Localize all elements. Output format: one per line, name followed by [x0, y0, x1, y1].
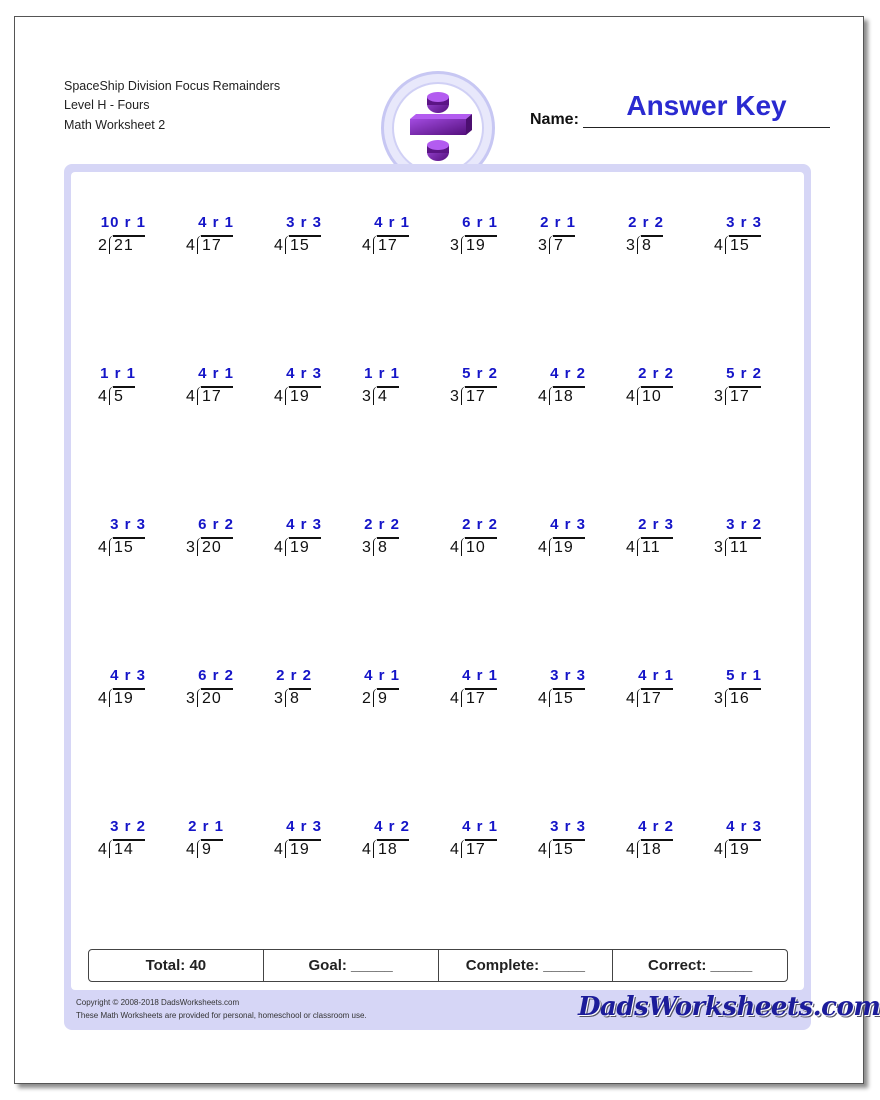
divisor: 4 — [538, 690, 547, 707]
answer: 3 r 3 — [726, 214, 762, 231]
dividend: 8 — [642, 237, 652, 254]
dividend: 7 — [554, 237, 564, 254]
division-problem — [98, 214, 152, 264]
divisor: 3 — [714, 539, 723, 556]
worksheet-level: Level H - Fours — [64, 98, 150, 112]
divisor: 4 — [98, 388, 107, 405]
divisor: 4 — [186, 841, 195, 858]
answer: 4 r 1 — [198, 214, 234, 231]
divisor: 4 — [186, 388, 195, 405]
division-problem — [274, 818, 328, 868]
answer: 4 r 1 — [364, 667, 400, 684]
answer: 2 r 2 — [638, 365, 674, 382]
name-label: Name: — [530, 111, 579, 128]
dividend: 17 — [378, 237, 398, 254]
division-problem — [186, 667, 240, 717]
division-symbol-icon — [392, 82, 484, 174]
dividend: 15 — [114, 539, 134, 556]
division-problem — [98, 516, 152, 566]
answer: 5 r 2 — [462, 365, 498, 382]
division-problem — [538, 667, 592, 717]
division-problem — [450, 214, 504, 264]
dividend: 17 — [466, 841, 486, 858]
answer: 5 r 1 — [726, 667, 762, 684]
brand-logo: DadsWorksheets.com — [578, 992, 880, 1022]
division-problem — [274, 667, 318, 717]
dividend: 19 — [730, 841, 750, 858]
division-problem — [274, 365, 328, 415]
divisor: 4 — [98, 539, 107, 556]
answer: 2 r 2 — [628, 214, 664, 231]
dividend: 15 — [730, 237, 750, 254]
answer: 4 r 1 — [374, 214, 410, 231]
answer: 1 r 1 — [364, 365, 400, 382]
score-bar — [88, 949, 788, 982]
answer: 2 r 1 — [188, 818, 224, 835]
dividend: 9 — [378, 690, 388, 707]
answer: 4 r 1 — [198, 365, 234, 382]
answer: 1 r 1 — [100, 365, 136, 382]
dividend: 19 — [114, 690, 134, 707]
dividend: 19 — [290, 539, 310, 556]
answer: 3 r 3 — [550, 818, 586, 835]
division-problem — [714, 818, 768, 868]
division-problem — [362, 667, 406, 717]
division-problem — [186, 818, 230, 868]
dividend: 9 — [202, 841, 212, 858]
division-problem — [186, 365, 240, 415]
answer: 3 r 3 — [110, 516, 146, 533]
answer: 4 r 2 — [374, 818, 410, 835]
division-problem — [538, 516, 592, 566]
dividend: 15 — [554, 841, 574, 858]
divisor: 4 — [626, 539, 635, 556]
worksheet-number: Math Worksheet 2 — [64, 118, 166, 132]
division-problem — [362, 214, 416, 264]
division-problem — [98, 365, 142, 415]
dividend: 16 — [730, 690, 750, 707]
dividend: 17 — [202, 237, 222, 254]
answer: 5 r 2 — [726, 365, 762, 382]
worksheet-title: SpaceShip Division Focus Remainders — [64, 79, 281, 93]
dividend: 11 — [730, 539, 749, 556]
division-problem — [714, 214, 768, 264]
answer: 4 r 2 — [638, 818, 674, 835]
division-problem — [538, 214, 582, 264]
name-underline — [583, 127, 830, 128]
division-problem — [714, 516, 768, 566]
answer: 4 r 3 — [550, 516, 586, 533]
divisor: 3 — [186, 539, 195, 556]
answer-key-text: Answer Key — [626, 90, 787, 121]
answer: 2 r 1 — [540, 214, 576, 231]
divisor: 4 — [98, 690, 107, 707]
divisor: 3 — [626, 237, 635, 254]
divisor: 4 — [626, 690, 635, 707]
dividend: 21 — [114, 237, 134, 254]
divisor: 4 — [450, 539, 459, 556]
divisor: 3 — [538, 237, 547, 254]
division-problem — [450, 818, 504, 868]
usage-notice: These Math Worksheets are provided for personal, homeschool or classroom use. — [76, 1011, 367, 1020]
dividend: 18 — [378, 841, 398, 858]
answer: 6 r 1 — [462, 214, 498, 231]
divisor: 4 — [362, 237, 371, 254]
divisor: 3 — [714, 388, 723, 405]
division-problem — [98, 667, 152, 717]
divisor: 2 — [98, 237, 107, 254]
division-problem — [538, 365, 592, 415]
division-problem — [186, 516, 240, 566]
division-problem — [714, 667, 768, 717]
divisor: 4 — [538, 539, 547, 556]
answer: 4 r 1 — [638, 667, 674, 684]
division-problem — [450, 516, 504, 566]
divisor: 4 — [450, 690, 459, 707]
copyright-text: Copyright © 2008-2018 DadsWorksheets.com — [76, 998, 240, 1007]
divisor: 3 — [186, 690, 195, 707]
division-problem — [714, 365, 768, 415]
dividend: 17 — [202, 388, 222, 405]
divisor: 4 — [274, 841, 283, 858]
answer: 2 r 2 — [276, 667, 312, 684]
answer: 3 r 3 — [550, 667, 586, 684]
answer: 2 r 3 — [638, 516, 674, 533]
problems-area — [71, 172, 804, 990]
divisor: 3 — [362, 539, 371, 556]
answer: 3 r 2 — [726, 516, 762, 533]
divisor: 2 — [362, 690, 371, 707]
divisor: 3 — [450, 388, 459, 405]
dividend: 17 — [466, 690, 486, 707]
divisor: 3 — [274, 690, 283, 707]
answer: 4 r 1 — [462, 667, 498, 684]
dividend: 19 — [554, 539, 574, 556]
dividend: 17 — [642, 690, 662, 707]
divisor: 4 — [538, 841, 547, 858]
division-problem — [362, 365, 406, 415]
divisor: 4 — [274, 388, 283, 405]
divisor: 4 — [274, 539, 283, 556]
dividend: 10 — [642, 388, 662, 405]
division-problem — [626, 516, 680, 566]
answer: 3 r 2 — [110, 818, 146, 835]
answer: 2 r 2 — [364, 516, 400, 533]
division-problem — [626, 818, 680, 868]
dividend: 19 — [466, 237, 486, 254]
goal-cell: Goal: _____ — [264, 950, 439, 981]
division-problem — [626, 365, 680, 415]
answer: 4 r 3 — [286, 818, 322, 835]
answer: 3 r 3 — [286, 214, 322, 231]
answer: 4 r 2 — [550, 365, 586, 382]
dividend: 10 — [466, 539, 486, 556]
division-problem — [274, 516, 328, 566]
division-problem — [274, 214, 328, 264]
divisor: 3 — [450, 237, 459, 254]
divisor: 4 — [450, 841, 459, 858]
dividend: 15 — [554, 690, 574, 707]
dividend: 5 — [114, 388, 124, 405]
division-problem — [626, 214, 670, 264]
answer: 10 r 1 — [100, 214, 146, 231]
dividend: 8 — [378, 539, 388, 556]
answer: 6 r 2 — [198, 667, 234, 684]
total-cell: Total: 40 — [89, 950, 264, 981]
complete-cell: Complete: _____ — [439, 950, 614, 981]
answer: 6 r 2 — [198, 516, 234, 533]
answer: 4 r 3 — [286, 365, 322, 382]
dividend: 14 — [114, 841, 134, 858]
dividend: 19 — [290, 388, 310, 405]
dividend: 8 — [290, 690, 300, 707]
divisor: 3 — [714, 690, 723, 707]
divisor: 4 — [714, 841, 723, 858]
divisor: 4 — [186, 237, 195, 254]
dividend: 20 — [202, 690, 222, 707]
divisor: 3 — [362, 388, 371, 405]
problems-frame — [64, 164, 811, 1030]
dividend: 17 — [730, 388, 750, 405]
division-problem — [450, 365, 504, 415]
dividend: 17 — [466, 388, 486, 405]
division-problem — [98, 818, 152, 868]
divisor: 4 — [714, 237, 723, 254]
division-problem — [186, 214, 240, 264]
division-problem — [450, 667, 504, 717]
division-problem — [538, 818, 592, 868]
dividend: 11 — [642, 539, 661, 556]
dividend: 18 — [642, 841, 662, 858]
answer: 4 r 3 — [726, 818, 762, 835]
dividend: 20 — [202, 539, 222, 556]
answer: 2 r 2 — [462, 516, 498, 533]
divisor: 4 — [98, 841, 107, 858]
divisor: 4 — [626, 388, 635, 405]
dividend: 4 — [378, 388, 388, 405]
answer: 4 r 3 — [110, 667, 146, 684]
divisor: 4 — [274, 237, 283, 254]
divisor: 4 — [362, 841, 371, 858]
division-problem — [362, 818, 416, 868]
dividend: 18 — [554, 388, 574, 405]
answer: 4 r 1 — [462, 818, 498, 835]
correct-cell: Correct: _____ — [648, 957, 753, 974]
division-problem — [362, 516, 406, 566]
answer: 4 r 3 — [286, 516, 322, 533]
dividend: 19 — [290, 841, 310, 858]
divisor: 4 — [538, 388, 547, 405]
division-problem — [626, 667, 680, 717]
divisor: 4 — [626, 841, 635, 858]
dividend: 15 — [290, 237, 310, 254]
